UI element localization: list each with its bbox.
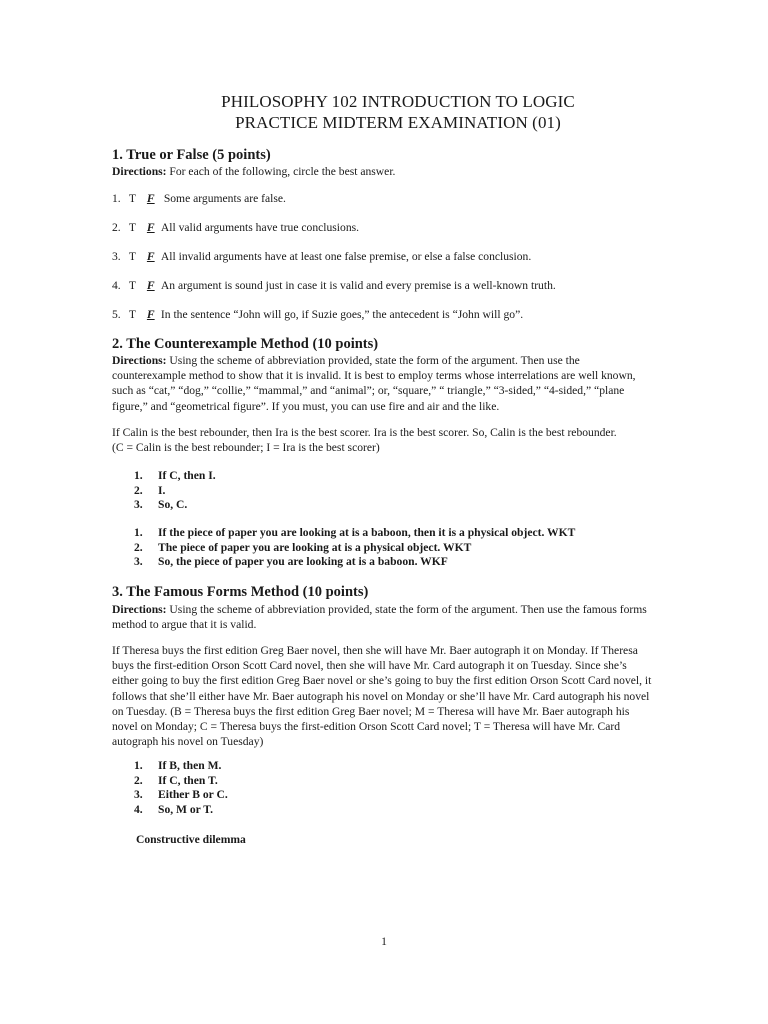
section1-directions xyxy=(112,164,656,179)
tf-true-option: T xyxy=(128,250,136,263)
tf-false-option-marked: F xyxy=(146,279,155,292)
argument-line-1: If Calin is the best rebounder, then Ira is the best scorer. Ira is the best scorer. So, Calin is the best rebounder. xyxy=(112,426,617,439)
directions-text: For each of the following, circle the best answer. xyxy=(166,165,396,178)
section2-directions xyxy=(112,353,656,414)
argument-line-2: (C = Calin is the best rebounder; I = Ira is the best scorer) xyxy=(112,441,380,455)
tf-item-5 xyxy=(112,308,523,321)
section1-heading: 1. True or False (5 points) xyxy=(112,147,271,163)
section3-form-list xyxy=(134,759,228,817)
exam-title-line1: PHILOSOPHY 102 INTRODUCTION TO LOGIC xyxy=(221,92,575,111)
section3-heading: 3. The Famous Forms Method (10 points) xyxy=(112,584,369,600)
tf-true-option: T xyxy=(128,308,136,321)
tf-statement: All valid arguments have true conclusions. xyxy=(160,221,360,234)
tf-item-1 xyxy=(112,192,286,205)
tf-false-option-marked: F xyxy=(146,192,155,205)
section3-answer: Constructive dilemma xyxy=(136,833,246,846)
tf-number: 2. xyxy=(112,221,121,234)
tf-true-option: T xyxy=(128,192,136,205)
list-item: 1. If B, then M. xyxy=(134,759,222,772)
section2-counterexample-list xyxy=(134,526,575,570)
directions-label: Directions: xyxy=(112,603,167,616)
tf-statement: All invalid arguments have at least one false premise, or else a false conclusion. xyxy=(160,250,532,263)
list-item: 1. If the piece of paper you are looking at is a baboon, then it is a physical object. WKT xyxy=(134,526,576,539)
section3-argument: If Theresa buys the first edition Greg Baer novel, then she will have Mr. Baer autograph it on Monday. If Theresa buys the first-edition Orson Scott Card novel, then she will have Mr. Card autograph it on Tuesday. Since she’s either going to buy the first edition Greg Baer novel or she’s going to buy the first edition Orson Scott Card novel, it follows that she’ll either have Mr. Baer autograph his novel on Monday or she’ll have Mr. Card autograph his novel on Tuesday. (B = Theresa buys the first edition Greg Baer novel; M = Theresa will have Mr. Baer autograph his novel on Monday; C = Theresa buys the first-edition Orson Scott Card novel; T = Theresa will have Mr. Card autograph his novel on Tuesday) xyxy=(112,644,652,749)
exam-title-line2: PRACTICE MIDTERM EXAMINATION (01) xyxy=(235,113,561,132)
list-item: 3. So, the piece of paper you are looking at is a baboon. WKF xyxy=(134,555,448,569)
tf-true-option: T xyxy=(128,279,136,292)
tf-number: 5. xyxy=(112,308,121,321)
list-item: 3. Either B or C. xyxy=(134,788,228,802)
tf-number: 4. xyxy=(112,279,121,292)
list-item: 3. So, C. xyxy=(134,498,188,512)
tf-statement: An argument is sound just in case it is valid and every premise is a well-known truth. xyxy=(160,279,556,292)
directions-text: Using the scheme of abbreviation provided, state the form of the argument. Then use the counterexample method to show that it is invalid. It is best to employ terms whose interrelations are well known, such as “cat,” “dog,” “collie,” “mammal,” and “animal”; or, “square,” “ triangle,” “3-sided,” “4-sided,” “plane figure,” and “geometrical figure”. If you must, you can use fire and air and the like. xyxy=(112,354,636,413)
list-item: 4. So, M or T. xyxy=(134,802,214,816)
tf-number: 3. xyxy=(112,250,121,263)
directions-label: Directions: xyxy=(112,354,167,367)
section2-argument xyxy=(112,425,656,455)
tf-item-3 xyxy=(112,250,531,263)
list-item: 2. I. xyxy=(134,483,166,497)
tf-item-4 xyxy=(112,279,556,292)
page-number: 1 xyxy=(381,935,387,948)
tf-false-option-marked: F xyxy=(146,221,155,234)
section2-heading: 2. The Counterexample Method (10 points) xyxy=(112,336,379,352)
list-item: 2. If C, then T. xyxy=(134,773,218,787)
tf-number: 1. xyxy=(112,192,121,205)
list-item: 1. If C, then I. xyxy=(134,469,216,482)
section2-form-list xyxy=(134,469,216,513)
tf-statement: Some arguments are false. xyxy=(163,192,286,205)
directions-label: Directions: xyxy=(112,165,167,178)
tf-true-option: T xyxy=(128,221,136,234)
section3-directions xyxy=(112,602,656,632)
tf-false-option-marked: F xyxy=(146,308,155,321)
list-item: 2. The piece of paper you are looking at is a physical object. WKT xyxy=(134,540,472,554)
tf-item-2 xyxy=(112,221,359,234)
tf-false-option-marked: F xyxy=(146,250,155,263)
directions-text: Using the scheme of abbreviation provided, state the form of the argument. Then use the famous forms method to argue that it is valid. xyxy=(112,603,647,632)
tf-statement: In the sentence “John will go, if Suzie goes,” the antecedent is “John will go”. xyxy=(160,308,524,321)
